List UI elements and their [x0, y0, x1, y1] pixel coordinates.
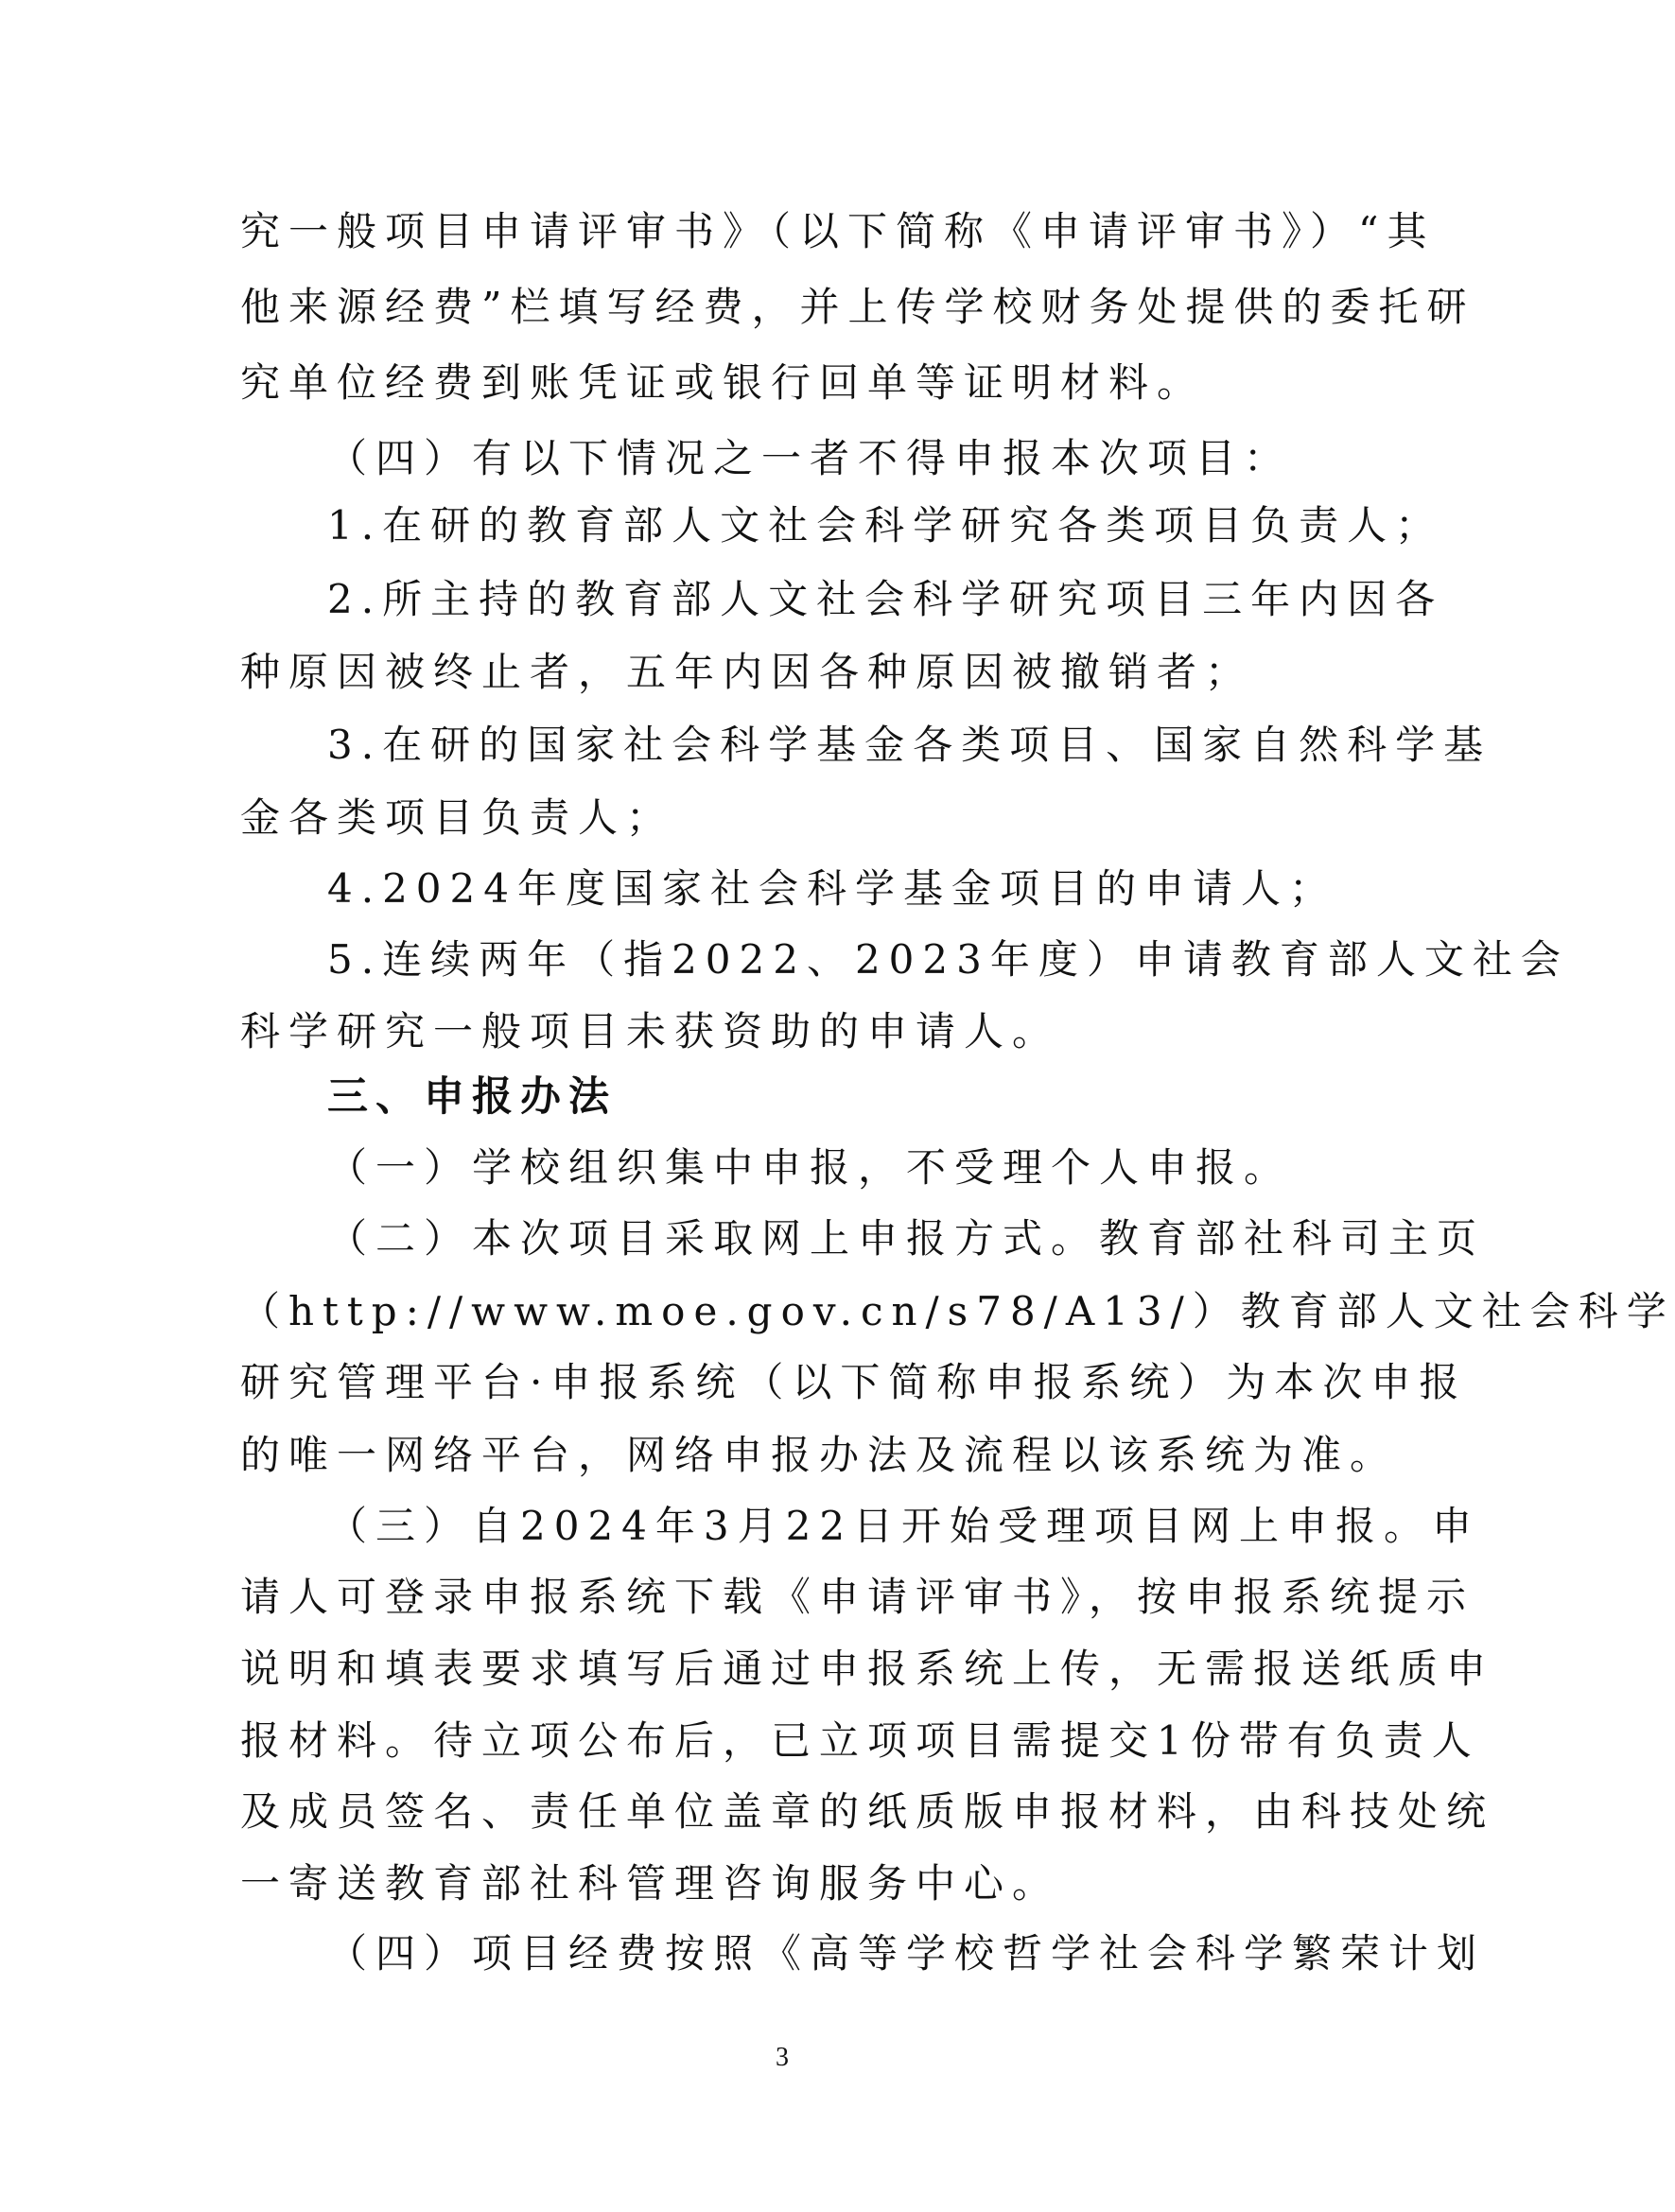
text-line: 金各类项目负责人； — [240, 794, 675, 841]
text-line: 1.在研的教育部人文社会科学研究各类项目负责人； — [327, 502, 1444, 549]
text-line: （http://www.moe.gov.cn/s78/A13/）教育部人文社会科学 — [240, 1288, 1675, 1334]
page-number: 3 — [776, 2043, 789, 2072]
text-line: 究一般项目申请评审书》（以下简称《申请评审书》）“其 — [240, 208, 1436, 254]
text-line: 报材料。待立项公布后，已立项项目需提交1份带有负责人 — [240, 1717, 1480, 1764]
text-line: 他来源经费”栏填写经费，并上传学校财务处提供的委托研 — [240, 284, 1475, 330]
text-line: 说明和填表要求填写后通过申报系统上传，无需报送纸质申 — [240, 1646, 1495, 1692]
text-line: （四）项目经费按照《高等学校哲学社会科学繁荣计划 — [327, 1930, 1486, 1977]
text-line: 科学研究一般项目未获资助的申请人。 — [240, 1008, 1061, 1054]
text-line: （一）学校组织集中申报，不受理个人申报。 — [327, 1144, 1293, 1191]
section-heading: 三、申报办法 — [327, 1073, 617, 1121]
text-line: 种原因被终止者，五年内因各种原因被撤销者； — [240, 649, 1254, 695]
text-line: 5.连续两年（指2022、2023年度）申请教育部人文社会 — [327, 936, 1569, 983]
text-line: 一寄送教育部社科管理咨询服务中心。 — [240, 1860, 1061, 1907]
text-line: 3.在研的国家社会科学基金各类项目、国家自然科学基 — [327, 722, 1492, 768]
text-line: （二）本次项目采取网上申报方式。教育部社科司主页 — [327, 1215, 1486, 1262]
text-line: （四）有以下情况之一者不得申报本次项目： — [327, 435, 1293, 481]
text-line: 究单位经费到账凭证或银行回单等证明材料。 — [240, 359, 1206, 406]
text-line: 请人可登录申报系统下载《申请评审书》，按申报系统提示 — [240, 1574, 1475, 1620]
text-line: 2.所主持的教育部人文社会科学研究项目三年内因各 — [327, 576, 1444, 622]
text-line: 及成员签名、责任单位盖章的纸质版申报材料，由科技处统 — [240, 1788, 1495, 1835]
text-line: （三）自2024年3月22日开始受理项目网上申报。申 — [327, 1503, 1481, 1549]
text-line: 研究管理平台·申报系统（以下简称申报系统）为本次申报 — [240, 1359, 1468, 1405]
text-line: 的唯一网络平台，网络申报办法及流程以该系统为准。 — [240, 1432, 1399, 1478]
text-line: 4.2024年度国家社会科学基金项目的申请人； — [327, 865, 1337, 912]
